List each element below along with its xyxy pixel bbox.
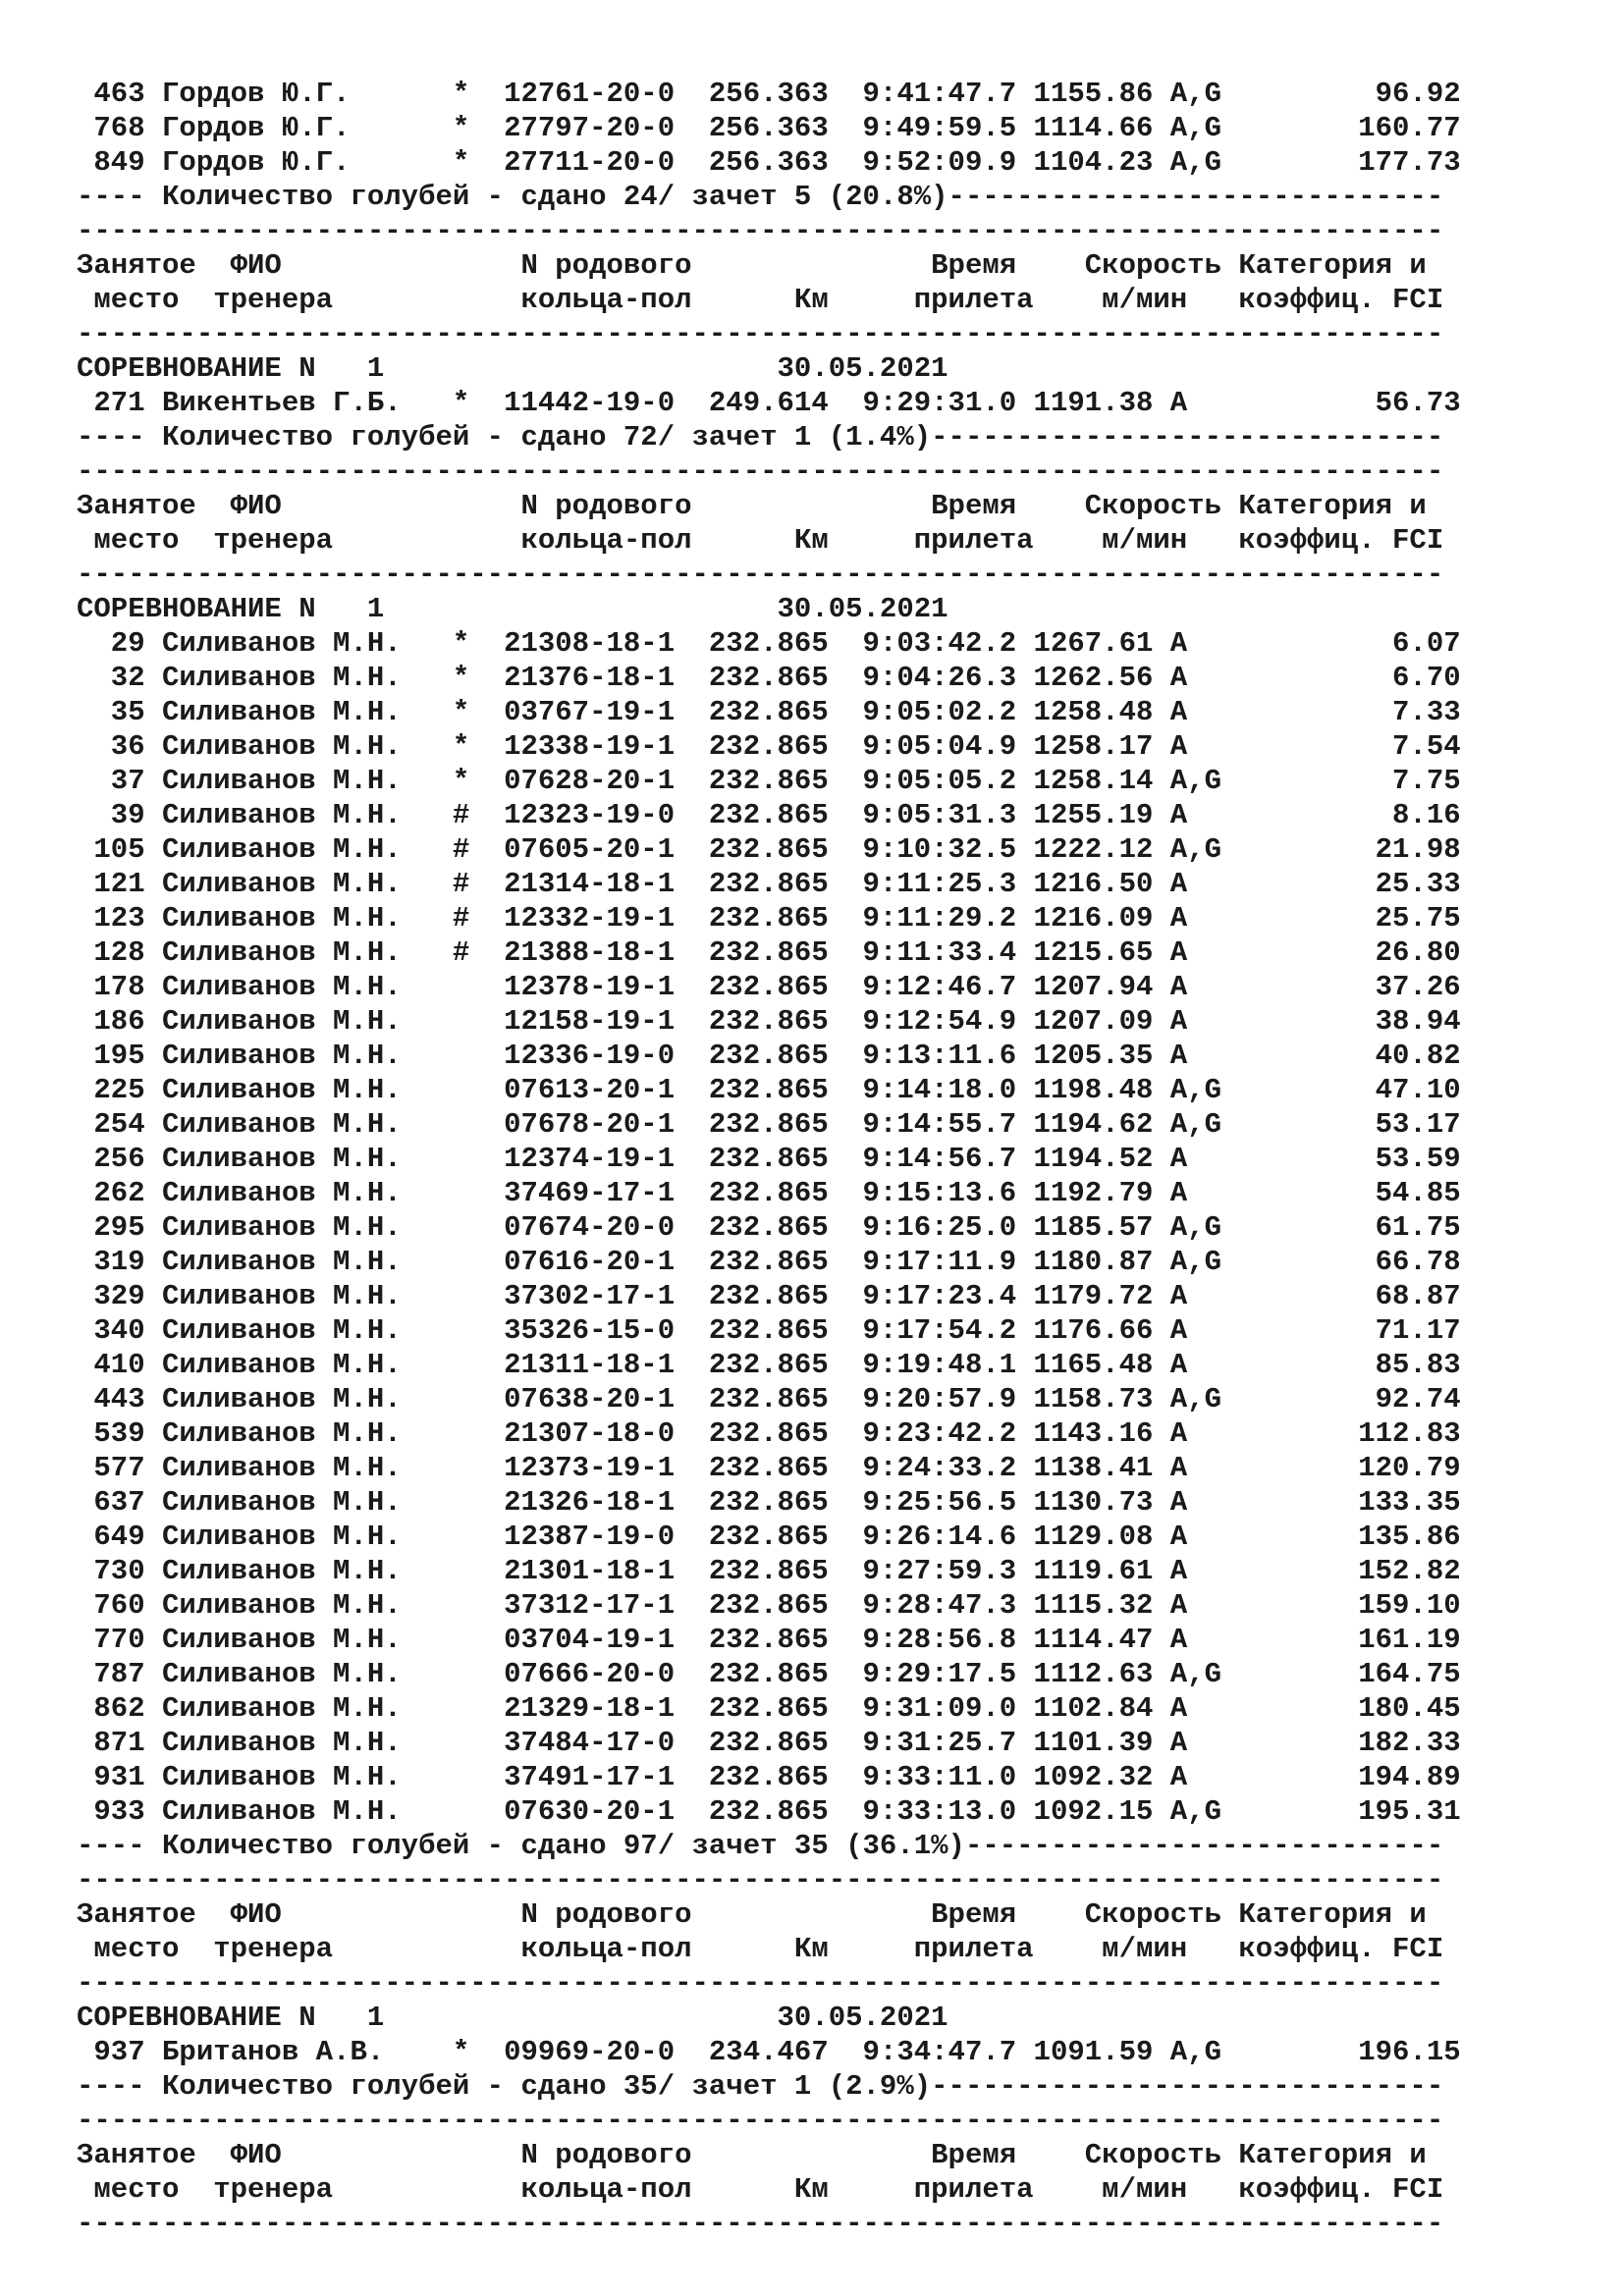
result-row: 931 Силиванов М.Н. 37491-17-1 232.865 9:33:11.0 1092.32 A 194.89 <box>77 1761 1461 1793</box>
result-row: 121 Силиванов М.Н. # 21314-18-1 232.865 9:11:25.3 1216.50 A 25.33 <box>77 868 1461 900</box>
result-row: 178 Силиванов М.Н. 12378-19-1 232.865 9:12:46.7 1207.94 A 37.26 <box>77 971 1461 1003</box>
result-row: 254 Силиванов М.Н. 07678-20-1 232.865 9:14:55.7 1194.62 A,G 53.17 <box>77 1108 1461 1141</box>
result-row: 329 Силиванов М.Н. 37302-17-1 232.865 9:17:23.4 1179.72 A 68.87 <box>77 1280 1461 1312</box>
result-row: 340 Силиванов М.Н. 35326-15-0 232.865 9:17:54.2 1176.66 A 71.17 <box>77 1314 1461 1347</box>
result-row: 539 Силиванов М.Н. 21307-18-0 232.865 9:23:42.2 1143.16 A 112.83 <box>77 1417 1461 1450</box>
result-row: 123 Силиванов М.Н. # 12332-19-1 232.865 9:11:29.2 1216.09 A 25.75 <box>77 902 1461 934</box>
separator-line: -------------------------------------------------------------------------------- <box>77 2208 1444 2240</box>
result-row: 256 Силиванов М.Н. 12374-19-1 232.865 9:14:56.7 1194.52 A 53.59 <box>77 1143 1461 1175</box>
summary-line: ---- Количество голубей - сдано 35/ зачет 1 (2.9%)------------------------------ <box>77 2070 1444 2103</box>
result-row: 105 Силиванов М.Н. # 07605-20-1 232.865 9:10:32.5 1222.12 A,G 21.98 <box>77 833 1461 866</box>
separator-line: -------------------------------------------------------------------------------- <box>77 215 1444 247</box>
result-row: 463 Гордов Ю.Г. * 12761-20-0 256.363 9:41:47.7 1155.86 A,G 96.92 <box>77 78 1461 110</box>
column-header-line: место тренера кольца-пол Км прилета м/мин коэффиц. FCI <box>77 1933 1444 1965</box>
separator-line: -------------------------------------------------------------------------------- <box>77 1967 1444 2000</box>
result-row: 937 Британов А.В. * 09969-20-0 234.467 9:34:47.7 1091.59 A,G 196.15 <box>77 2036 1461 2068</box>
result-row: 195 Силиванов М.Н. 12336-19-0 232.865 9:13:11.6 1205.35 A 40.82 <box>77 1040 1461 1072</box>
column-header-line: Занятое ФИО N родового Время Скорость Категория и <box>77 249 1427 282</box>
separator-line: -------------------------------------------------------------------------------- <box>77 2105 1444 2137</box>
result-row: 443 Силиванов М.Н. 07638-20-1 232.865 9:20:57.9 1158.73 A,G 92.74 <box>77 1383 1461 1415</box>
result-row: 319 Силиванов М.Н. 07616-20-1 232.865 9:17:11.9 1180.87 A,G 66.78 <box>77 1246 1461 1278</box>
result-row: 35 Силиванов М.Н. * 03767-19-1 232.865 9:05:02.2 1258.48 A 7.33 <box>77 696 1461 728</box>
result-row: 933 Силиванов М.Н. 07630-20-1 232.865 9:33:13.0 1092.15 A,G 195.31 <box>77 1795 1461 1828</box>
result-row: 29 Силиванов М.Н. * 21308-18-1 232.865 9:03:42.2 1267.61 A 6.07 <box>77 627 1461 660</box>
result-row: 760 Силиванов М.Н. 37312-17-1 232.865 9:28:47.3 1115.32 A 159.10 <box>77 1589 1461 1622</box>
result-row: 862 Силиванов М.Н. 21329-18-1 232.865 9:31:09.0 1102.84 A 180.45 <box>77 1692 1461 1725</box>
result-row: 768 Гордов Ю.Г. * 27797-20-0 256.363 9:49:59.5 1114.66 A,G 160.77 <box>77 112 1461 144</box>
column-header-line: Занятое ФИО N родового Время Скорость Категория и <box>77 490 1427 522</box>
result-row: 186 Силиванов М.Н. 12158-19-1 232.865 9:12:54.9 1207.09 A 38.94 <box>77 1005 1461 1038</box>
result-row: 295 Силиванов М.Н. 07674-20-0 232.865 9:16:25.0 1185.57 A,G 61.75 <box>77 1211 1461 1244</box>
result-row: 262 Силиванов М.Н. 37469-17-1 232.865 9:15:13.6 1192.79 A 54.85 <box>77 1177 1461 1209</box>
result-row: 849 Гордов Ю.Г. * 27711-20-0 256.363 9:52:09.9 1104.23 A,G 177.73 <box>77 146 1461 179</box>
competition-header-line: СОРЕВНОВАНИЕ N 1 30.05.2021 <box>77 352 948 385</box>
result-row: 787 Силиванов М.Н. 07666-20-0 232.865 9:29:17.5 1112.63 A,G 164.75 <box>77 1658 1461 1690</box>
result-row: 577 Силиванов М.Н. 12373-19-1 232.865 9:24:33.2 1138.41 A 120.79 <box>77 1452 1461 1484</box>
column-header-line: Занятое ФИО N родового Время Скорость Категория и <box>77 2139 1427 2171</box>
result-row: 871 Силиванов М.Н. 37484-17-0 232.865 9:31:25.7 1101.39 A 182.33 <box>77 1727 1461 1759</box>
result-row: 39 Силиванов М.Н. # 12323-19-0 232.865 9:05:31.3 1255.19 A 8.16 <box>77 799 1461 831</box>
result-row: 271 Викентьев Г.Б. * 11442-19-0 249.614 9:29:31.0 1191.38 A 56.73 <box>77 387 1461 419</box>
separator-line: -------------------------------------------------------------------------------- <box>77 455 1444 488</box>
result-row: 410 Силиванов М.Н. 21311-18-1 232.865 9:19:48.1 1165.48 A 85.83 <box>77 1349 1461 1381</box>
column-header-line: Занятое ФИО N родового Время Скорость Категория и <box>77 1898 1427 1931</box>
result-row: 32 Силиванов М.Н. * 21376-18-1 232.865 9:04:26.3 1262.56 A 6.70 <box>77 662 1461 694</box>
result-row: 770 Силиванов М.Н. 03704-19-1 232.865 9:28:56.8 1114.47 A 161.19 <box>77 1624 1461 1656</box>
result-row: 36 Силиванов М.Н. * 12338-19-1 232.865 9:05:04.9 1258.17 A 7.54 <box>77 730 1461 763</box>
separator-line: -------------------------------------------------------------------------------- <box>77 1864 1444 1896</box>
competition-header-line: СОРЕВНОВАНИЕ N 1 30.05.2021 <box>77 2002 948 2034</box>
competition-header-line: СОРЕВНОВАНИЕ N 1 30.05.2021 <box>77 593 948 625</box>
result-row: 637 Силиванов М.Н. 21326-18-1 232.865 9:25:56.5 1130.73 A 133.35 <box>77 1486 1461 1519</box>
result-row: 730 Силиванов М.Н. 21301-18-1 232.865 9:27:59.3 1119.61 A 152.82 <box>77 1555 1461 1587</box>
separator-line: -------------------------------------------------------------------------------- <box>77 559 1444 591</box>
result-row: 37 Силиванов М.Н. * 07628-20-1 232.865 9:05:05.2 1258.14 A,G 7.75 <box>77 765 1461 797</box>
column-header-line: место тренера кольца-пол Км прилета м/мин коэффиц. FCI <box>77 284 1444 316</box>
result-row: 128 Силиванов М.Н. # 21388-18-1 232.865 9:11:33.4 1215.65 A 26.80 <box>77 936 1461 969</box>
result-row: 225 Силиванов М.Н. 07613-20-1 232.865 9:14:18.0 1198.48 A,G 47.10 <box>77 1074 1461 1106</box>
summary-line: ---- Количество голубей - сдано 72/ зачет 1 (1.4%)------------------------------ <box>77 421 1444 454</box>
column-header-line: место тренера кольца-пол Км прилета м/мин коэффиц. FCI <box>77 2173 1444 2206</box>
race-results-report <box>77 77 1461 2241</box>
separator-line: -------------------------------------------------------------------------------- <box>77 318 1444 350</box>
result-row: 649 Силиванов М.Н. 12387-19-0 232.865 9:26:14.6 1129.08 A 135.86 <box>77 1521 1461 1553</box>
column-header-line: место тренера кольца-пол Км прилета м/мин коэффиц. FCI <box>77 524 1444 557</box>
summary-line: ---- Количество голубей - сдано 97/ зачет 35 (36.1%)---------------------------- <box>77 1830 1444 1862</box>
summary-line: ---- Количество голубей - сдано 24/ зачет 5 (20.8%)----------------------------- <box>77 181 1444 213</box>
